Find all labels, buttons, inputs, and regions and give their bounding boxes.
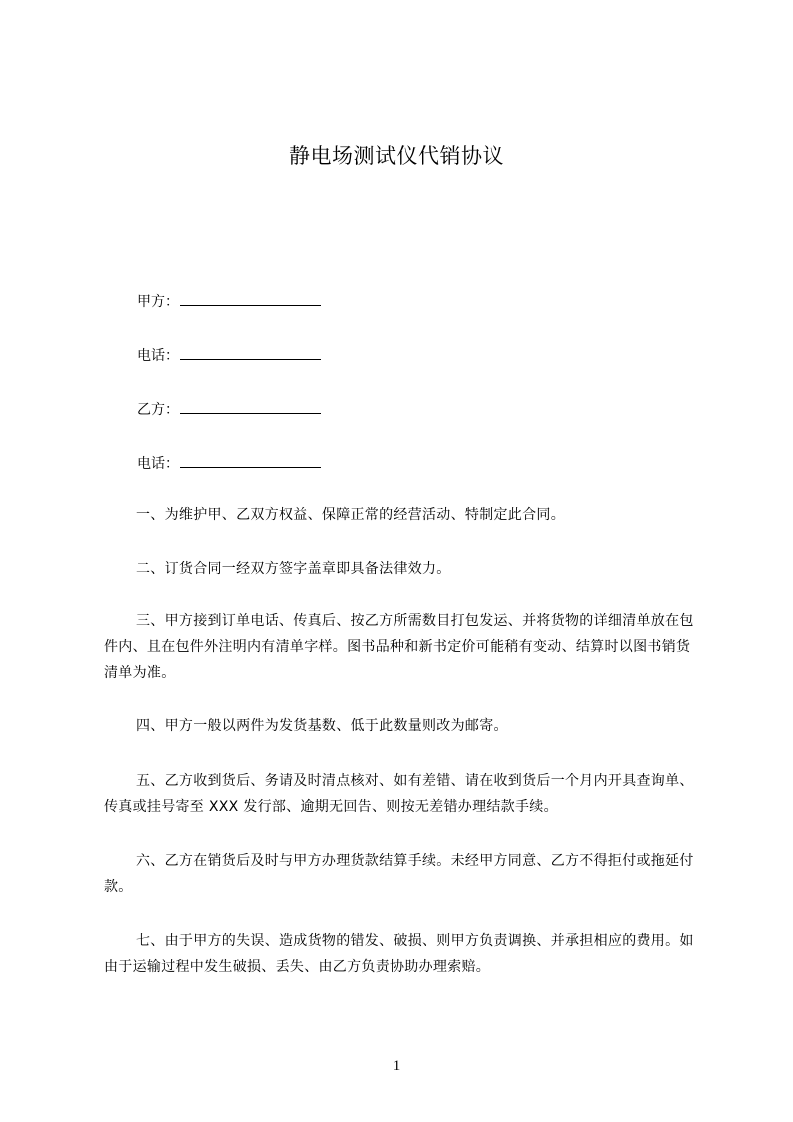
- clause-6: [104, 848, 704, 900]
- clause-4: [104, 713, 704, 739]
- party-b-label: 乙方：: [137, 402, 179, 418]
- document-title: 静电场测试仪代销协议: [289, 144, 504, 168]
- clause-5: [104, 768, 704, 820]
- clause-4-text: 四、甲方一般以两件为发货基数、低于此数量则改为邮寄。: [136, 718, 508, 734]
- page-number: 1: [392, 1058, 401, 1074]
- clause-1-text: 一、为维护甲、乙双方权益、保障正常的经营活动、特制定此合同。: [136, 507, 565, 523]
- party-a-label: 甲方：: [137, 294, 179, 310]
- party-a-blank-line: [180, 291, 321, 306]
- party-b-phone-field: [137, 453, 321, 474]
- party-b-field: [137, 399, 321, 420]
- clause-1: [104, 502, 704, 528]
- clause-7-text: 七、由于甲方的失误、造成货物的错发、破损、则甲方负责调换、并承担相应的费用。如由于运输过程中发生破损、丢失、由乙方负责协助办理索赔。: [104, 933, 694, 975]
- clause-2-text: 二、订货合同一经双方签字盖章即具备法律效力。: [136, 561, 451, 577]
- party-a-phone-label: 电话：: [137, 348, 179, 364]
- clause-2: [104, 556, 704, 582]
- party-b-phone-label: 电话：: [137, 456, 179, 472]
- clause-3-text: 三、甲方接到订单电话、传真后、按乙方所需数目打包发运、并将货物的详细清单放在包件内、且在包件外注明内有清单字样。图书品种和新书定价可能稍有变动、结算时以图书销货清单为准。: [104, 613, 694, 681]
- clause-6-text: 六、乙方在销货后及时与甲方办理货款结算手续。未经甲方同意、乙方不得拒付或拖延付款。: [104, 853, 694, 895]
- party-b-blank-line: [180, 399, 321, 414]
- party-a-phone-blank-line: [180, 345, 321, 360]
- party-a-field: [137, 291, 321, 312]
- clause-3: [104, 608, 704, 686]
- clause-7: [104, 928, 704, 980]
- party-a-phone-field: [137, 345, 321, 366]
- clause-5-text: 五、乙方收到货后、务请及时清点核对、如有差错、请在收到货后一个月内开具查询单、传真或挂号寄至 XXX 发行部、逾期无回告、则按无差错办理结款手续。: [104, 773, 694, 815]
- party-b-phone-blank-line: [180, 453, 321, 468]
